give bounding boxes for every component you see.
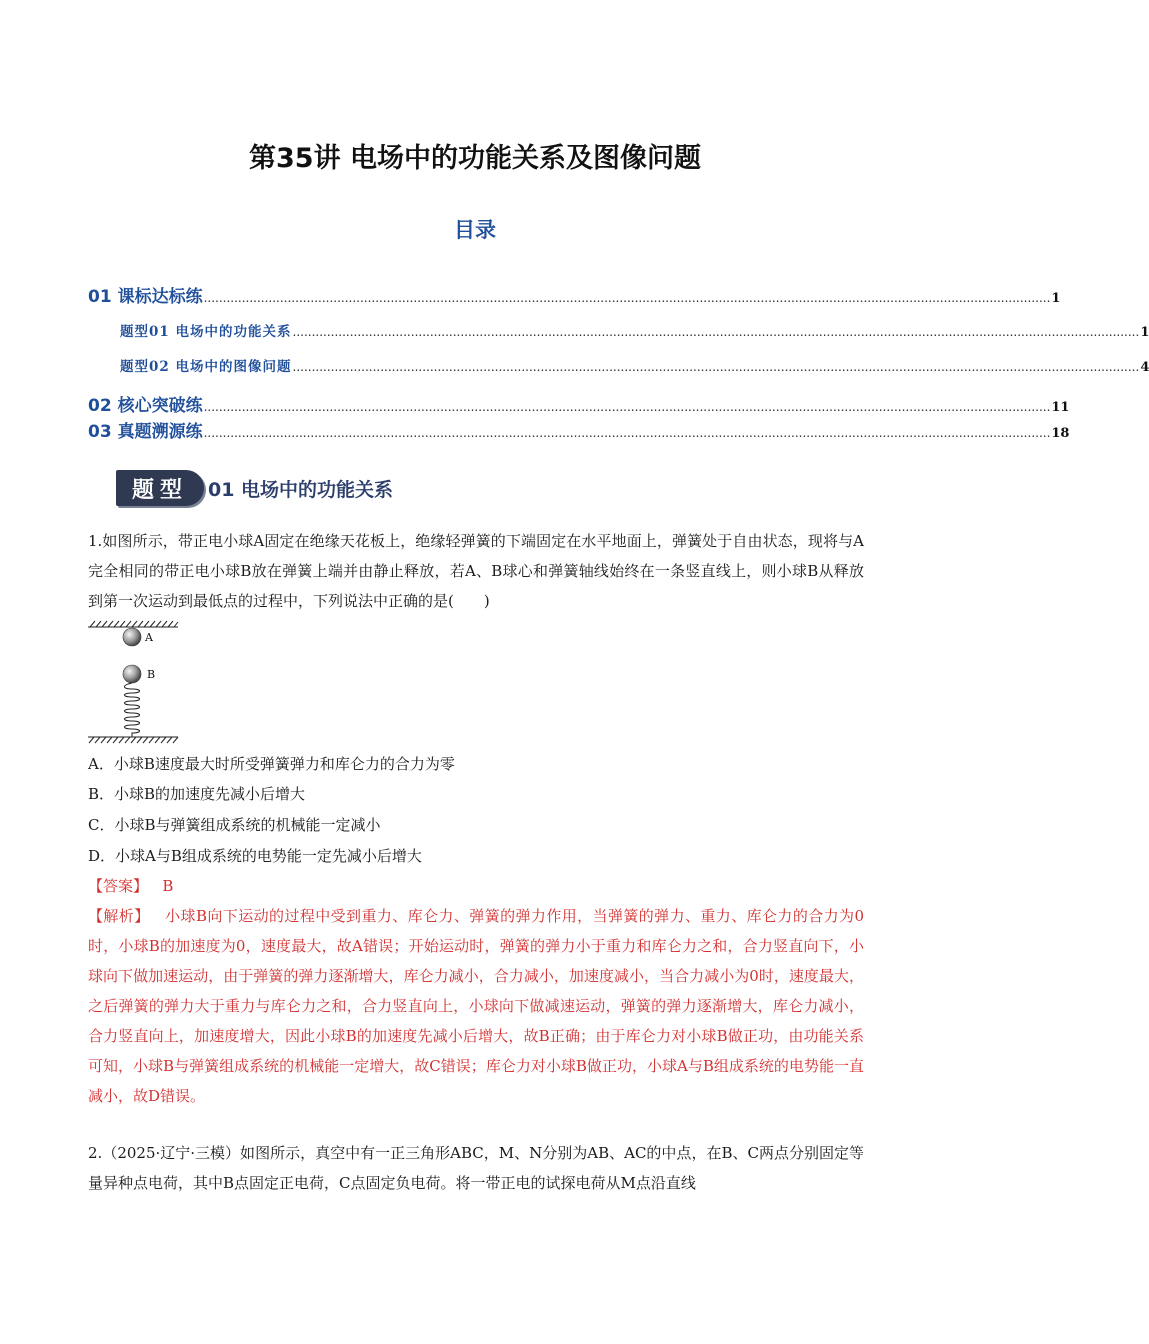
ball-b bbox=[123, 665, 141, 683]
toc-item-5[interactable] bbox=[88, 417, 1070, 442]
toc-item-page: 11 bbox=[1051, 400, 1070, 415]
analysis-label: 【解析】 bbox=[88, 907, 150, 925]
section-badge: 题型 bbox=[116, 470, 204, 506]
toc-item-page: 18 bbox=[1051, 426, 1070, 441]
ball-a-label: A bbox=[145, 631, 153, 644]
toc-item-1[interactable] bbox=[88, 282, 1061, 307]
analysis-block bbox=[88, 901, 864, 1111]
analysis-text: 小球B向下运动的过程中受到重力、库仑力、弹簧的弹力作用，当弹簧的弹力、重力、库仑力的合力为0时，小球B的加速度为0，速度最大，故A错误；开始运动时，弹簧的弹力小于重力和库仑力之和，合力竖直向下，小球向下做加速运动，由于弹簧的弹力逐渐增大，库仑力减小，合力减小，加速度减小，当合力减小为0时，速度最大，之后弹簧的弹力大于重力与库仑力之和，合力竖直向上，小球向下做减速运动，弹簧的弹力逐渐增大，库仑力减小，合力竖直向上，加速度增大，因此小球B的加速度先减小后增大，故B正确；由于库仑力对小球B做正功，由功能关系可知，小球B与弹簧组成系统的机械能一定增大，故C错误；库仑力对小球B做正功，小球A与B组成系统的电势能一直减小，故D错误。 bbox=[88, 907, 864, 1105]
ball-b-label: B bbox=[147, 668, 156, 681]
toc-item-2[interactable] bbox=[120, 320, 1149, 340]
toc-item-label: 03 真题溯源练 bbox=[88, 422, 203, 442]
toc-leader-dots: .............................................................................................................................................................................................................................. bbox=[203, 291, 1051, 305]
option-a: A．小球B速度最大时所受弹簧弹力和库仑力的合力为零 bbox=[88, 755, 455, 773]
toc-leader-dots: .............................................................................................................................................................................................................................. bbox=[203, 426, 1051, 440]
answer-label: 【答案】 bbox=[88, 877, 149, 895]
option-b: B．小球B的加速度先减小后增大 bbox=[88, 785, 306, 803]
question-1-stem: 1.如图所示，带正电小球A固定在绝缘天花板上，绝缘轻弹簧的下端固定在水平地面上，弹簧处于自由状态，现将与A完全相同的带正电小球B放在弹簧上端并由静止释放，若A、B球心和弹簧轴线始终在一条竖直线上，则小球B从释放到第一次运动到最低点的过程中，下列说法中正确的是( ) bbox=[88, 532, 864, 610]
ground-hatch bbox=[88, 737, 178, 743]
page-title: 第35讲 电场中的功能关系及图像问题 bbox=[249, 143, 701, 174]
spring-ball-figure bbox=[86, 618, 186, 746]
ball-a bbox=[123, 628, 141, 646]
toc-heading: 目录 bbox=[454, 218, 496, 242]
toc-item-label: 01 课标达标练 bbox=[88, 287, 203, 307]
toc-leader-dots: .............................................................................................................................................................................................................................. bbox=[203, 400, 1051, 414]
option-c: C．小球B与弹簧组成系统的机械能一定减小 bbox=[88, 816, 381, 834]
spring bbox=[125, 683, 140, 737]
toc-item-page: 4 bbox=[1140, 360, 1149, 375]
answer-value: B bbox=[162, 877, 174, 895]
answer-block bbox=[88, 871, 864, 901]
toc-item-page: 1 bbox=[1051, 291, 1061, 306]
toc-item-4[interactable] bbox=[88, 391, 1070, 416]
toc-item-label: 题型01 电场中的功能关系 bbox=[120, 324, 292, 340]
toc-item-label: 题型02 电场中的图像问题 bbox=[120, 359, 292, 375]
toc-item-page: 1 bbox=[1140, 325, 1149, 340]
ceiling-hatch bbox=[88, 621, 178, 627]
section-title: 01 电场中的功能关系 bbox=[208, 478, 394, 501]
toc-item-label: 02 核心突破练 bbox=[88, 396, 203, 416]
question-2-stem: 2.（2025·辽宁·三模）如图所示，真空中有一正三角形ABC，M、N分别为AB、AC的中点，在B、C两点分别固定等量异种点电荷，其中B点固定正电荷，C点固定负电荷。将一带正电的试探电荷从M点沿直线 bbox=[88, 1144, 864, 1192]
toc-leader-dots: .............................................................................................................................................................................................................................. bbox=[292, 325, 1140, 339]
toc-item-3[interactable] bbox=[120, 355, 1149, 375]
section-banner bbox=[116, 468, 393, 508]
option-d: D．小球A与B组成系统的电势能一定先减小后增大 bbox=[88, 847, 422, 865]
toc-leader-dots: .............................................................................................................................................................................................................................. bbox=[292, 360, 1140, 374]
